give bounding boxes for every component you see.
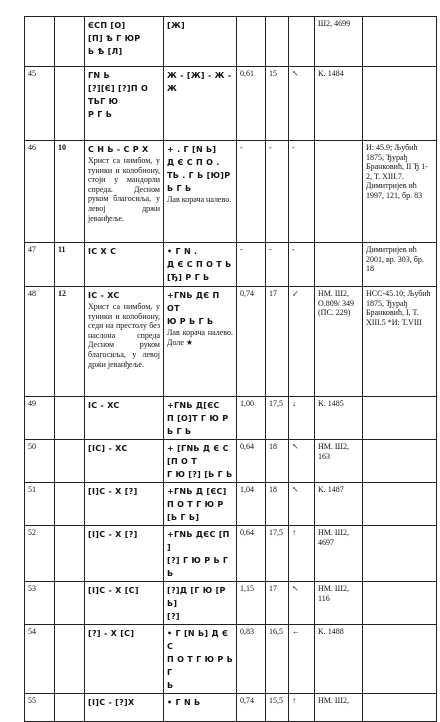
table-row bbox=[25, 440, 437, 483]
table-row bbox=[25, 483, 437, 526]
reverse-legend-cell bbox=[164, 287, 237, 397]
literature-reference bbox=[363, 67, 437, 141]
obverse-legend-cell bbox=[85, 483, 164, 526]
obverse-legend-line: [I]C - X [C] bbox=[88, 586, 139, 595]
obverse-legend-cell bbox=[85, 397, 164, 440]
obverse-legend-line: IC - XC bbox=[88, 291, 120, 300]
obverse-legend-cell bbox=[85, 287, 164, 397]
literature-text: И: 45.9; Љубић 1875, Ђурађ Бранковић, II Ђ 1-2, Т. XIII.7. Димитријев ић 1997, 121, бр. 83 bbox=[366, 143, 428, 200]
catalog-number: 49 bbox=[25, 397, 55, 440]
collection-reference: K. 1484 bbox=[315, 67, 363, 141]
table-row bbox=[25, 526, 437, 582]
weight-value: 1,00 bbox=[237, 397, 266, 440]
reverse-legend-line: + [ГNЬ Д Є С bbox=[167, 444, 229, 453]
catalog-number bbox=[25, 17, 55, 67]
obverse-legend-line: Ь Ѣ [Л] bbox=[88, 47, 123, 56]
die-axis-value: ↙ bbox=[289, 287, 315, 397]
collection-reference bbox=[315, 243, 363, 287]
catalog-number: 48 bbox=[25, 287, 55, 397]
collection-reference: K. 1488 bbox=[315, 625, 363, 694]
type-number bbox=[55, 582, 85, 625]
reverse-legend-line: ТЬ . Г Ь [Ю]Р bbox=[167, 171, 231, 180]
diameter-value bbox=[266, 17, 289, 67]
literature-reference bbox=[363, 582, 437, 625]
table-row bbox=[25, 243, 437, 287]
type-number bbox=[55, 526, 85, 582]
literature-reference bbox=[363, 17, 437, 67]
catalog-number: 52 bbox=[25, 526, 55, 582]
weight-value: 0,61 bbox=[237, 67, 266, 141]
die-axis-value: ↖ bbox=[289, 440, 315, 483]
literature-reference bbox=[363, 141, 437, 243]
obverse-legend-line: ТЬГ Ю bbox=[88, 97, 119, 106]
table-row bbox=[25, 17, 437, 67]
reverse-legend-cell bbox=[164, 67, 237, 141]
reverse-legend-line: [Ђ] Р Г Ь bbox=[167, 273, 210, 282]
die-axis-value: ↑ bbox=[289, 694, 315, 722]
collection-reference: НМ. Ш2, 163 bbox=[315, 440, 363, 483]
collection-reference: Ш2, 4699 bbox=[315, 17, 363, 67]
collection-reference: K. 1487 bbox=[315, 483, 363, 526]
table-body bbox=[25, 17, 437, 722]
reverse-legend-line: [?] bbox=[167, 612, 180, 621]
type-number: 10 bbox=[55, 141, 85, 243]
catalog-number: 55 bbox=[25, 694, 55, 722]
weight-value: 0,64 bbox=[237, 526, 266, 582]
reverse-description: Лав корача налево. Доле ★ bbox=[167, 328, 233, 347]
literature-reference bbox=[363, 287, 437, 397]
die-axis-value: ← bbox=[289, 625, 315, 694]
reverse-legend-line: Ю Р Ь Г Ь bbox=[167, 317, 214, 326]
diameter-value: 15 bbox=[266, 67, 289, 141]
type-number bbox=[55, 17, 85, 67]
diameter-value: 17 bbox=[266, 582, 289, 625]
catalog-number: 47 bbox=[25, 243, 55, 287]
obverse-legend-cell bbox=[85, 67, 164, 141]
type-number: 12 bbox=[55, 287, 85, 397]
obverse-legend-line: ЄСП [О] bbox=[88, 21, 126, 30]
weight-value: - bbox=[237, 141, 266, 243]
reverse-legend-line: • Г N Ь bbox=[167, 698, 201, 707]
literature-reference bbox=[363, 483, 437, 526]
obverse-legend-line: [I]C - X [?] bbox=[88, 487, 138, 496]
literature-reference bbox=[363, 440, 437, 483]
obverse-description: Христ са нимбом, у туники и колобиону, седи на престолу без наслона спреда Десном руком благосиља, у левој држи јеванђеље. bbox=[88, 302, 160, 369]
type-number bbox=[55, 397, 85, 440]
reverse-legend-line: • Г [N Ь] Д Є С bbox=[167, 629, 229, 651]
diameter-value: 18 bbox=[266, 440, 289, 483]
reverse-legend-line: П О Т Г Ю Р bbox=[167, 500, 224, 509]
reverse-legend-cell bbox=[164, 625, 237, 694]
catalog-number: 54 bbox=[25, 625, 55, 694]
catalog-number: 50 bbox=[25, 440, 55, 483]
obverse-legend-cell bbox=[85, 440, 164, 483]
reverse-legend-line: [?] Г Ю Р Ь Г Ь bbox=[167, 556, 229, 578]
reverse-legend-line: Ь Г Ь bbox=[167, 184, 192, 193]
obverse-legend-cell bbox=[85, 17, 164, 67]
table-row bbox=[25, 397, 437, 440]
obverse-legend-line: [?] - X [C] bbox=[88, 629, 135, 638]
table-row bbox=[25, 287, 437, 397]
obverse-legend-line: [I]C - [?]X bbox=[88, 698, 135, 707]
reverse-legend-cell bbox=[164, 694, 237, 722]
die-axis-value: - bbox=[289, 243, 315, 287]
table-row bbox=[25, 141, 437, 243]
reverse-legend-line: Ж - [Ж] - Ж - Ж bbox=[167, 71, 232, 93]
weight-value: 1,15 bbox=[237, 582, 266, 625]
reverse-legend-line: Д Є С П О . bbox=[167, 158, 220, 167]
reverse-legend-line: П О Т Г Ю Р Ь Г bbox=[167, 655, 234, 677]
reverse-legend-line: • Г N . bbox=[167, 247, 198, 256]
type-number: 11 bbox=[55, 243, 85, 287]
reverse-legend-line: +ГNЬ Д [ЄС] bbox=[167, 487, 227, 496]
collection-reference: K. 1485 bbox=[315, 397, 363, 440]
table-row bbox=[25, 625, 437, 694]
reverse-legend-cell bbox=[164, 243, 237, 287]
reverse-legend-cell bbox=[164, 582, 237, 625]
reverse-legend-line: [П О Т bbox=[167, 457, 197, 466]
reverse-legend-line: П [О]Т Г Ю Р bbox=[167, 414, 229, 423]
obverse-legend-cell bbox=[85, 243, 164, 287]
reverse-legend-line: [?]Д [Г Ю [Р Ь] bbox=[167, 586, 226, 608]
die-axis-value: ↖ bbox=[289, 483, 315, 526]
collection-reference bbox=[315, 141, 363, 243]
weight-value: 1,04 bbox=[237, 483, 266, 526]
reverse-legend-line: +ГNЬ Д[ЄС bbox=[167, 401, 220, 410]
table-row bbox=[25, 67, 437, 141]
obverse-legend-line: IC - XC bbox=[88, 401, 120, 410]
type-number bbox=[55, 67, 85, 141]
obverse-description: Христ са нимбом, у туники и колобиону, стоји у мандорли спреда. Десном руком благосиља, у левој држи јеванђеље. bbox=[88, 156, 160, 223]
table-row bbox=[25, 694, 437, 722]
literature-reference bbox=[363, 526, 437, 582]
literature-reference bbox=[363, 625, 437, 694]
reverse-legend-line: Ь Г Ь bbox=[167, 427, 192, 436]
reverse-legend-cell bbox=[164, 17, 237, 67]
weight-value: - bbox=[237, 243, 266, 287]
obverse-legend-cell bbox=[85, 694, 164, 722]
weight-value bbox=[237, 17, 266, 67]
die-axis-value: ↑ bbox=[289, 526, 315, 582]
obverse-legend-line: [I]C - X [?] bbox=[88, 530, 138, 539]
collection-reference: НМ. Ш2, 4697 bbox=[315, 526, 363, 582]
reverse-description: Лав корача налево. bbox=[167, 195, 232, 204]
die-axis-value: ↖ bbox=[289, 67, 315, 141]
die-axis-value: ↓ bbox=[289, 397, 315, 440]
weight-value: 0,83 bbox=[237, 625, 266, 694]
literature-text: Димитријев ић 2001, вр. 303, бр. 18 bbox=[366, 245, 424, 274]
reverse-legend-cell bbox=[164, 440, 237, 483]
obverse-legend-cell bbox=[85, 582, 164, 625]
diameter-value: 17,5 bbox=[266, 397, 289, 440]
reverse-legend-line: [Ь Г Ь] bbox=[167, 513, 200, 522]
obverse-legend-line: Р Г Ь bbox=[88, 110, 113, 119]
obverse-legend-cell bbox=[85, 141, 164, 243]
reverse-legend-cell bbox=[164, 483, 237, 526]
literature-reference bbox=[363, 694, 437, 722]
obverse-legend-line: IC X C bbox=[88, 247, 117, 256]
weight-value: 0,74 bbox=[237, 287, 266, 397]
obverse-legend-line: [?][Є] [?]П О bbox=[88, 84, 149, 93]
reverse-legend-line: Ь bbox=[167, 681, 174, 690]
literature-text: НСС-45.10; Љубић 1875, Ђурађ Бранковић, I, T. XIII.5 *И: T.VIII bbox=[366, 289, 431, 327]
diameter-value: 17 bbox=[266, 287, 289, 397]
coin-catalog-table bbox=[24, 16, 437, 722]
obverse-legend-line: С Н Ь - С Р Х bbox=[88, 145, 149, 154]
reverse-legend-line: [Ж] bbox=[167, 21, 186, 30]
table-row bbox=[25, 582, 437, 625]
reverse-legend-cell bbox=[164, 141, 237, 243]
catalog-number: 45 bbox=[25, 67, 55, 141]
reverse-legend-line: +ГNЬ ДЄС [П ] bbox=[167, 530, 230, 552]
die-axis-value bbox=[289, 17, 315, 67]
diameter-value: 17,5 bbox=[266, 526, 289, 582]
obverse-legend-cell bbox=[85, 526, 164, 582]
weight-value: 0,74 bbox=[237, 694, 266, 722]
die-axis-value: - bbox=[289, 141, 315, 243]
reverse-legend-line: +ГNЬ ДЄ П ОТ bbox=[167, 291, 220, 313]
type-number bbox=[55, 694, 85, 722]
type-number bbox=[55, 483, 85, 526]
literature-reference bbox=[363, 397, 437, 440]
diameter-value: 15,5 bbox=[266, 694, 289, 722]
collection-reference: НМ. Ш2, 116 bbox=[315, 582, 363, 625]
diameter-value: - bbox=[266, 243, 289, 287]
obverse-legend-line: [П] Ѣ Г ЮР bbox=[88, 34, 141, 43]
diameter-value: 16,5 bbox=[266, 625, 289, 694]
catalog-number: 46 bbox=[25, 141, 55, 243]
type-number bbox=[55, 625, 85, 694]
collection-reference: НМ. Ш2, О.809/ 349 (ПС. 229) bbox=[315, 287, 363, 397]
diameter-value: - bbox=[266, 141, 289, 243]
reverse-legend-line: + . Г [N Ь] bbox=[167, 145, 217, 154]
reverse-legend-cell bbox=[164, 526, 237, 582]
reverse-legend-cell bbox=[164, 397, 237, 440]
diameter-value: 18 bbox=[266, 483, 289, 526]
reverse-legend-line: Г Ю [?] [Ь Г Ь bbox=[167, 470, 233, 479]
collection-reference: НМ. Ш2, bbox=[315, 694, 363, 722]
catalog-number: 53 bbox=[25, 582, 55, 625]
obverse-legend-line: [IC] - XC bbox=[88, 444, 128, 453]
literature-reference bbox=[363, 243, 437, 287]
obverse-legend-cell bbox=[85, 625, 164, 694]
die-axis-value: ↖ bbox=[289, 582, 315, 625]
reverse-legend-line: Д Є С П О Т Ь bbox=[167, 260, 232, 269]
catalog-number: 51 bbox=[25, 483, 55, 526]
obverse-legend-line: ГN Ь bbox=[88, 71, 110, 80]
type-number bbox=[55, 440, 85, 483]
weight-value: 0,64 bbox=[237, 440, 266, 483]
